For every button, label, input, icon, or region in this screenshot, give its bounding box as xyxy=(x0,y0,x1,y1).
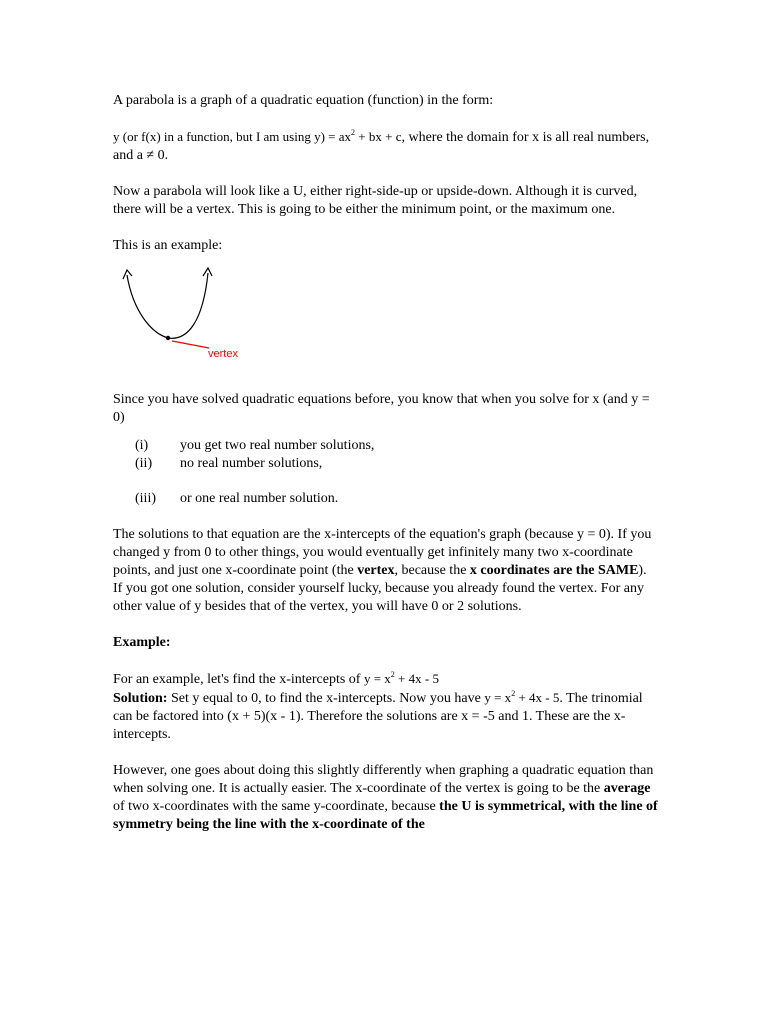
general-form-equation: y (or f(x) in a function, but I am using $y) = ax^2$ + bx + c xyxy=(113,128,402,144)
vertex-description-paragraph: Now a parabola will look like a U, either right-side-up or upside-down. Although it is curved, there will be a vertex. This is going to be either the minimum point, or the maximum one. xyxy=(113,184,638,217)
example-statement: For an example, let's find the x-intercepts of $y = x^2 + 4x - 5$ xyxy=(113,670,439,687)
solution-cases-list xyxy=(135,437,658,508)
quadratic-form-paragraph: y (or f(x) in a function, but I am using $y) = ax^2$ + bx + c, where the domain for x is all real numbers, and a ≠ 0. xyxy=(113,128,650,163)
example-equation: $y = x^2 + 4x - 5$ xyxy=(363,670,439,686)
solution-equation: $y = x^2 + 4x - 5$ xyxy=(484,689,560,705)
graphing-paragraph: However, one goes about doing this slightly differently when graphing a quadratic equation than when solving one. It is actually easier. The x-coordinate of the vertex is going to be the average of two x-coordinates with the same y-coordinate, because the U is symmetrical, with the line of symmetry being the line with the x-coordinate of the xyxy=(113,763,658,832)
document-page xyxy=(113,92,658,834)
list-item: (i) you get two real number solutions, xyxy=(135,438,375,453)
parabola-curve xyxy=(127,273,208,338)
solutions-intro-paragraph: Since you have solved quadratic equations before, you know that when you solve for x (and y = 0) xyxy=(113,392,650,425)
example-intro: This is an example: xyxy=(113,238,223,253)
x-intercepts-paragraph: The solutions to that equation are the x-intercepts of the equation's graph (because y = 0). If you changed y from 0 to other things, you would eventually get infinitely many two x-coordinate points, and just one x-coordinate point (the vertex, because the x coordinates are the SAME). If you got one solution, consider yourself lucky, because you already found the vertex. For any other value of y besides that of the vertex, you will have 0 or 2 solutions. xyxy=(113,527,652,614)
intro-paragraph: A parabola is a graph of a quadratic equation (function) in the form: xyxy=(113,93,494,108)
list-item: (ii) no real number solutions, xyxy=(135,456,323,471)
parabola-diagram xyxy=(113,261,273,373)
list-item: (iii) or one real number solution. xyxy=(135,491,339,506)
vertex-pointer-line xyxy=(172,341,209,348)
solution-paragraph: Solution: Set y equal to 0, to find the x-intercepts. Now you have $y = x^2 + 4x - 5$. The trinomial can be factored into (x + 5)(x - 1). Therefore the solutions are x = -5 and 1. These are the x-intercepts. xyxy=(113,689,643,742)
vertex-point xyxy=(166,336,170,340)
example-heading: Example: xyxy=(113,635,171,650)
vertex-label: vertex xyxy=(208,348,238,360)
